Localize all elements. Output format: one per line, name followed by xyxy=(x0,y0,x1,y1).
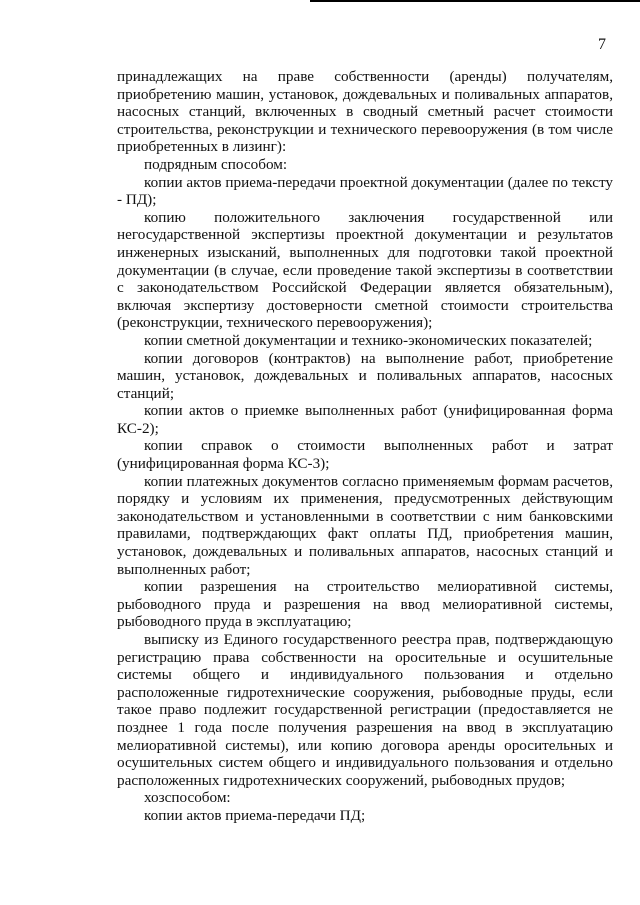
paragraph-pd-transfer-acts: копии актов приема-передачи проектной документации (далее по тексту - ПД); xyxy=(117,173,613,209)
paragraph-continuation: принадлежащих на праве собственности (аренды) получателям, приобретению машин, установок, дождевальных и поливальных аппаратов, насосных станций, включенных в сводный сметный расчет стоимости строительства, реконструкции и технического перевооружения (в том числе приобретенных в лизинг): xyxy=(117,68,613,156)
paragraph-contracts: копии договоров (контрактов) на выполнение работ, приобретение машин, установок, дождевальных и поливальных аппаратов, насосных станций; xyxy=(117,349,613,402)
paragraph-registry-extract: выписку из Единого государственного реестра прав, подтверждающую регистрацию права собственности на оросительные и осушительные системы общего и индивидуального пользования и отдельно расположенные гидротехнические сооружения, рыбоводные пруды, если такое право подлежит государственной регистрации (предоставляется не позднее 1 года после получения разрешения на ввод в эксплуатацию мелиоративной системы), или копию договора аренды оросительных и осушительных систем общего и индивидуального пользования и отдельно расположенных гидротехнических сооружений, рыбоводных прудов; xyxy=(117,631,613,789)
paragraph-ks2-acts: копии актов о приемке выполненных работ (унифицированная форма КС-2); xyxy=(117,402,613,437)
paragraph-own-method: хозспособом: xyxy=(144,789,231,807)
top-rule xyxy=(310,0,640,2)
paragraph-ks3-certificates: копии справок о стоимости выполненных работ и затрат (унифицированная форма КС-3); xyxy=(117,437,613,473)
document-body xyxy=(117,68,613,825)
paragraph-contract-method: подрядным способом: xyxy=(144,155,288,173)
paragraph-pd-transfer-acts-own: копии актов приема-передачи ПД; xyxy=(144,806,366,824)
paragraph-permits: копии разрешения на строительство мелиоративной системы, рыбоводного пруда и разрешения на ввод мелиоративной системы, рыбоводного пруда в эксплуатацию; xyxy=(117,578,613,631)
paragraph-payment-docs: копии платежных документов согласно применяемым формам расчетов, порядку и условиям их применения, предусмотренных действующим законодательством и установленными в соответствии с ним банковскими правилами, подтверждающих факт оплаты ПД, приобретения машин, установок, дождевальных и поливальных аппаратов, насосных станций и выполненных работ; xyxy=(117,472,613,578)
paragraph-expertise-conclusion: копию положительного заключения государственной или негосударственной экспертизы проектной документации и результатов инженерных изысканий, выполненных для подготовки такой проектной документации (в случае, если проведение такой экспертизы в соответствии с законодательством Российской Федерации является обязательным), включая экспертизу достоверности сметной стоимости строительства (реконструкции, технического перевооружения); xyxy=(117,208,613,332)
page-number: 7 xyxy=(598,36,606,53)
paragraph-estimate-docs: копии сметной документации и технико-экономических показателей; xyxy=(144,331,593,349)
